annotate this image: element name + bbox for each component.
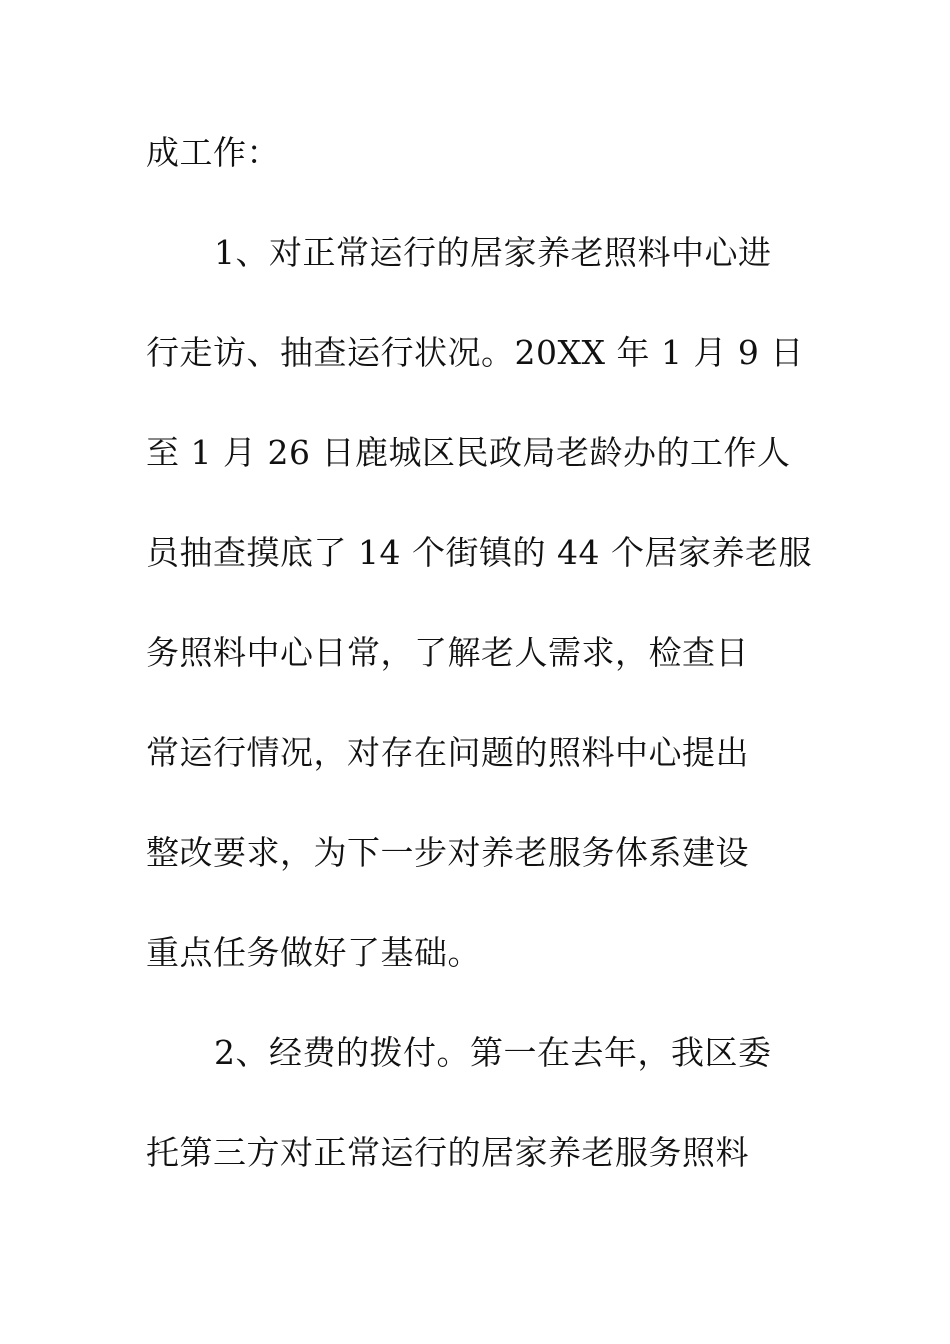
text-line: 成工作：	[146, 133, 280, 172]
paragraph-2-first-line: 2、经费的拨付。第一在去年，我区委	[214, 1033, 772, 1072]
paragraph-1-first-line: 1、对正常运行的居家养老照料中心进	[214, 233, 772, 272]
text-line: 员抽查摸底了 14 个街镇的 44 个居家养老服	[146, 533, 812, 572]
text-line: 托第三方对正常运行的居家养老服务照料	[146, 1133, 749, 1172]
text-line: 行走访、抽查运行状况。20XX 年 1 月 9 日	[146, 333, 804, 372]
text-line: 至 1 月 26 日鹿城区民政局老龄办的工作人	[146, 433, 791, 472]
text-line: 务照料中心日常，了解老人需求，检查日	[146, 633, 749, 672]
text-line: 重点任务做好了基础。	[146, 933, 481, 972]
text-line: 常运行情况，对存在问题的照料中心提出	[146, 733, 749, 772]
text-line: 整改要求，为下一步对养老服务体系建设	[146, 833, 749, 872]
